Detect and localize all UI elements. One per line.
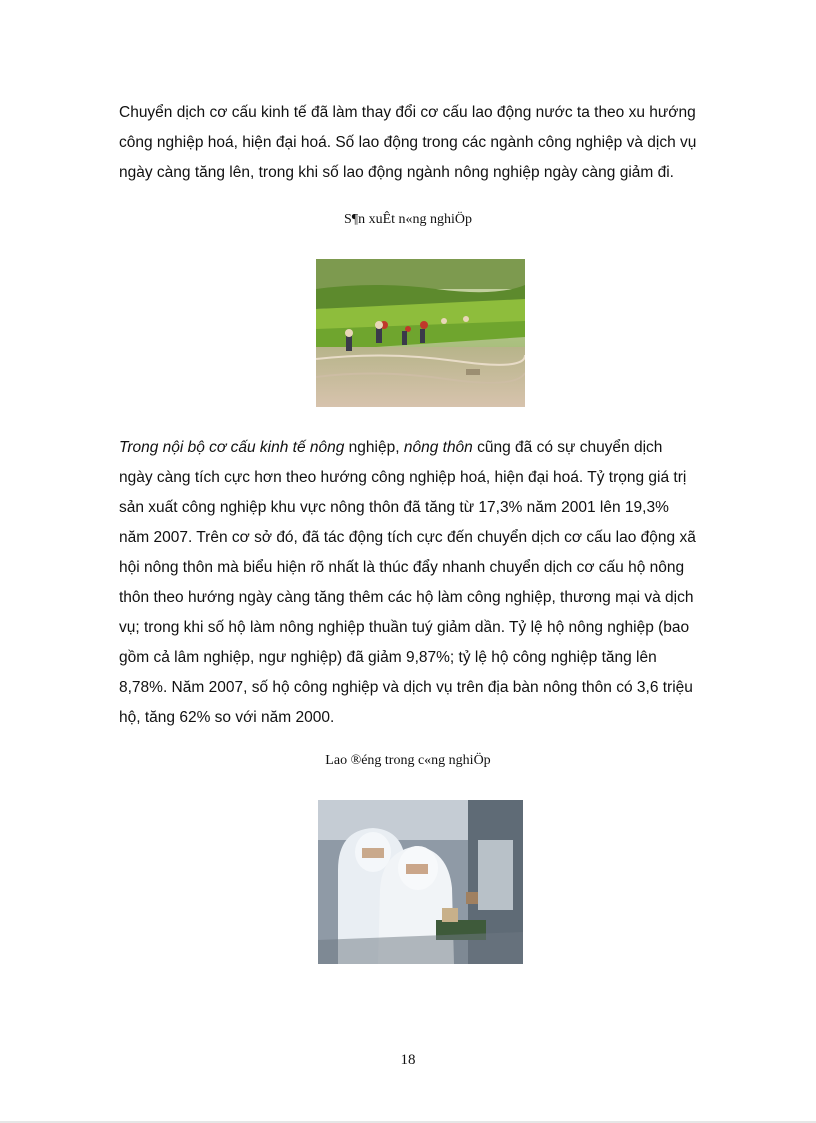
text-line: ngày càng tăng lên, trong khi số lao động ngành nông nghiệp ngày càng giảm đi. [119, 164, 674, 181]
text-line: hội nông thôn mà biểu hiện rõ nhất là thúc đẩy nhanh chuyển dịch cơ cấu hộ nông [119, 559, 685, 576]
text-line: vụ; trong khi số hộ làm nông nghiệp thuần tuý giảm dần. Tỷ lệ hộ nông nghiệp (bao [119, 619, 690, 636]
text-line: Chuyển dịch cơ cấu kinh tế đã làm thay đổi cơ cấu lao động nước ta theo xu hướng [119, 104, 696, 121]
figure-caption-industry: Lao ®éng trong c«ng nghiÖp [325, 753, 491, 768]
factory-workers-illustration [318, 800, 523, 964]
factory-workers-photo [318, 800, 523, 964]
text-line: 8,78%. Năm 2007, số hộ công nghiệp và dịch vụ trên địa bàn nông thôn có 3,6 triệu [119, 679, 693, 696]
italic-phrase: Trong nội bộ cơ cấu kinh tế nông [119, 439, 345, 456]
text-line: công nghiệp hoá, hiện đại hoá. Số lao động trong các ngành công nghiệp và dịch vụ [119, 134, 697, 151]
text-line: sản xuất công nghiệp khu vực nông thôn đã tăng từ 17,3% năm 2001 lên 19,3% [119, 499, 669, 516]
text-line-first [119, 433, 719, 463]
text-line: ngày càng tích cực hơn theo hướng công nghiệp hoá, hiện đại hoá. Tỷ trọng giá trị [119, 469, 687, 486]
paragraph-labor-structure [119, 98, 719, 188]
text-line: gồm cả lâm nghiệp, ngư nghiệp) đã giảm 9,87%; tỷ lệ hộ công nghiệp tăng lên [119, 649, 657, 666]
figure-caption-agriculture: S¶n xuÊt n«ng nghiÖp [343, 212, 473, 227]
rice-field-illustration [316, 259, 525, 407]
italic-phrase: nông thôn [403, 439, 473, 456]
text-line: năm 2007. Trên cơ sở đó, đã tác động tích cực đến chuyển dịch cơ cấu lao động xã [119, 529, 696, 546]
text-span: cũng đã có sự chuyển dịch [472, 439, 663, 456]
paragraph-rural-economy [119, 433, 719, 733]
rice-field-photo [316, 259, 525, 407]
page-number: 18 [400, 1052, 416, 1068]
text-line: thôn theo hướng ngày càng tăng thêm các hộ làm công nghiệp, thương mại và dịch [119, 589, 694, 606]
text-span: nghiệp, [344, 439, 404, 456]
text-line: hộ, tăng 62% so với năm 2000. [119, 709, 335, 726]
